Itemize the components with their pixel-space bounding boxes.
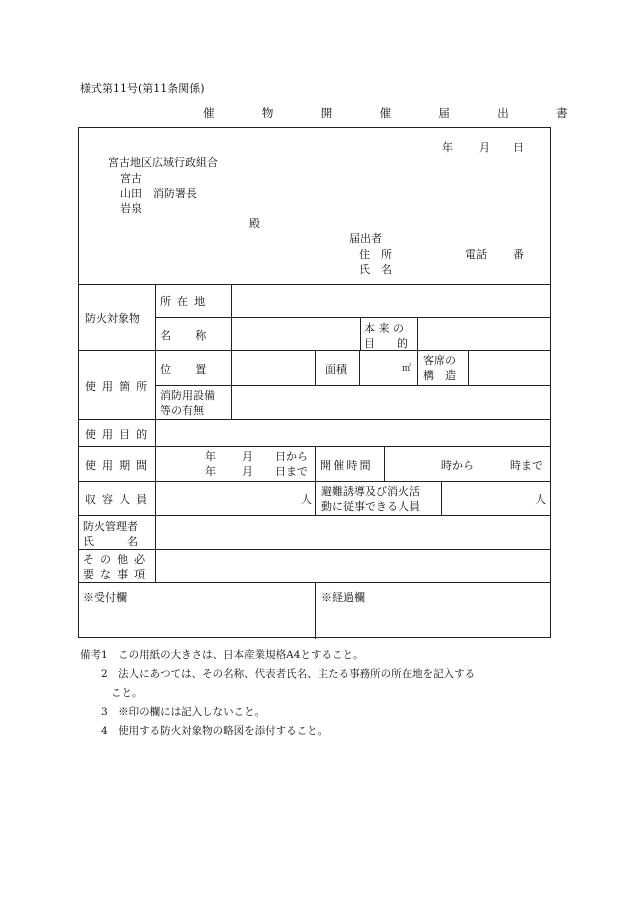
fire-target-label: 防火対象物 (85, 312, 140, 325)
name-label: 氏 名 (359, 263, 392, 276)
other-matters-label-1: その他必 (83, 553, 152, 566)
period-year-2: 年 (205, 465, 216, 478)
capacity-label: 収容人員 (85, 493, 154, 506)
equipment-label-2: 等の有無 (160, 404, 204, 417)
progress-field-label: ※経過欄 (321, 591, 365, 604)
evacuation-unit: 人 (535, 493, 546, 506)
form-title: 催 物 開 催 届 出 書 (203, 106, 590, 120)
use-purpose-label: 使用目的 (85, 428, 154, 441)
hours-from: 時から (441, 459, 474, 472)
position-label: 位置 (160, 363, 231, 376)
purpose-label-2: 目 的 (364, 337, 408, 350)
area-label: 面積 (325, 363, 347, 376)
note-4: 4 使用する防火対象物の略図を添付すること。 (101, 725, 329, 737)
seat-label-1: 客席の (423, 354, 456, 367)
note-1: 備考1 この用紙の大きさは、日本産業規格A4とすること。 (80, 649, 364, 661)
hours-to: 時まで (510, 459, 543, 472)
date-year: 年 (442, 141, 453, 154)
evacuation-label-1: 避難誘導及び消火活 (321, 485, 420, 498)
note-2-continued: こと。 (111, 687, 143, 699)
period-to: 日まで (275, 465, 308, 478)
seat-label-2: 構 造 (423, 369, 456, 382)
note-2: 2 法人にあつては、その名称、代表者氏名、主たる事務所の所在地を記入する (101, 668, 476, 680)
equipment-label-1: 消防用設備 (160, 389, 215, 402)
period-from: 日から (275, 450, 308, 463)
reception-field-label: ※受付欄 (83, 591, 127, 604)
organization-name: 宮古地区広域行政組合 (108, 156, 218, 169)
fire-manager-label-1: 防火管理者 (83, 520, 138, 533)
period-month-2: 月 (242, 465, 253, 478)
phone-label: 電話 (465, 248, 487, 261)
name-row-label: 名称 (160, 329, 231, 342)
address-label: 住 所 (359, 248, 392, 261)
area-unit: ㎡ (402, 364, 412, 374)
honorific: 殿 (249, 217, 260, 230)
note-3: 3 ※印の欄には記入しないこと。 (101, 706, 266, 718)
organization-line-3: 岩泉 (120, 202, 142, 215)
form-number: 様式第11号(第11条関係) (80, 82, 205, 95)
evacuation-label-2: 動に従事できる人員 (321, 500, 420, 513)
other-matters-label-2: 要な事項 (83, 568, 152, 581)
period-year-1: 年 (205, 450, 216, 463)
applicant-label: 届出者 (349, 232, 382, 245)
purpose-label-1: 本 来 の (364, 322, 404, 335)
use-place-label: 使用箇所 (85, 380, 154, 393)
organization-line-1: 宮古 (120, 172, 142, 185)
hours-label: 開催時間 (320, 459, 373, 472)
location-label: 所在地 (160, 295, 212, 308)
phone-suffix: 番 (513, 248, 524, 261)
date-month: 月 (479, 141, 490, 154)
use-period-label: 使用期間 (85, 459, 154, 472)
date-day: 日 (513, 141, 524, 154)
period-month-1: 月 (242, 450, 253, 463)
capacity-unit: 人 (301, 493, 312, 506)
fire-manager-label-2: 氏 名 (83, 535, 138, 548)
form-table (78, 127, 551, 638)
organization-line-2: 山田 消防署長 (120, 187, 197, 200)
